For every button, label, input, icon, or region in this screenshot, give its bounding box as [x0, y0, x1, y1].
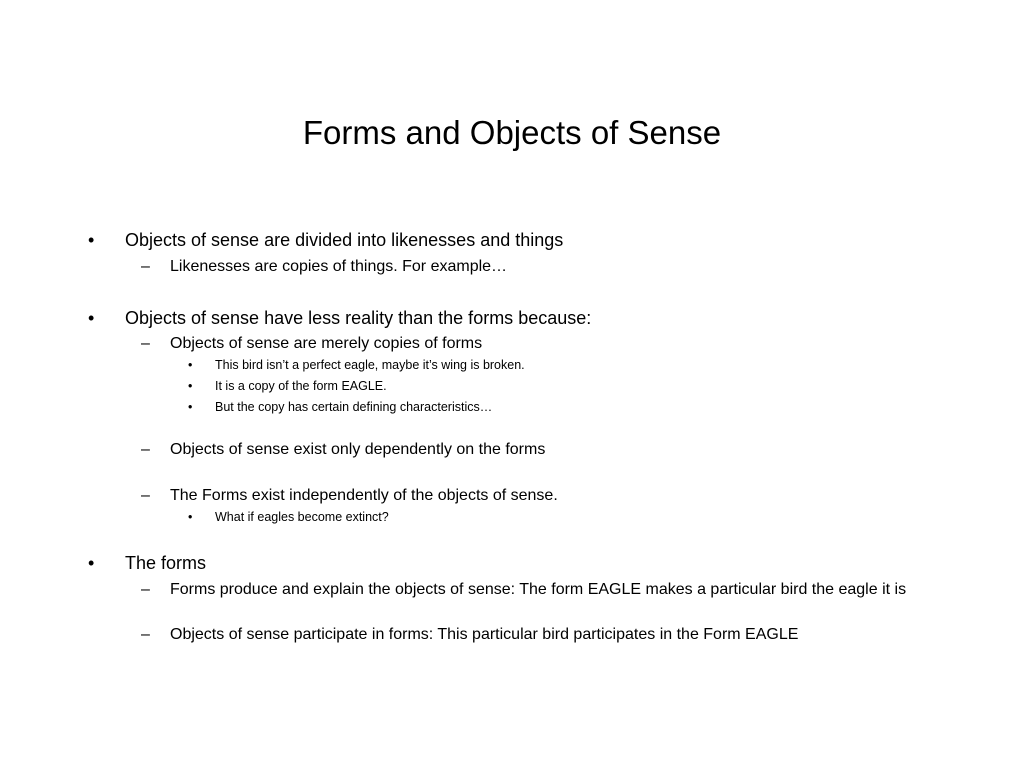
dash-marker: – [141, 581, 150, 598]
bullet-text: But the copy has certain defining characteristics… [215, 400, 493, 414]
bullet-marker: • [188, 400, 193, 414]
slide-title: Forms and Objects of Sense [302, 114, 722, 151]
bullet-text: Objects of sense participate in forms: This particular bird participates in the Form EAGLE [170, 626, 799, 643]
bullet-text: The forms [125, 553, 207, 573]
bullet-text: What if eagles become extinct? [215, 510, 389, 524]
dash-marker: – [141, 626, 150, 643]
bullet-text: Objects of sense have less reality than the forms because: [125, 308, 592, 328]
bullet-text: It is a copy of the form EAGLE. [215, 379, 387, 393]
bullet-marker: • [188, 358, 193, 372]
dash-marker: – [141, 258, 150, 275]
bullet-text: This bird isn’t a perfect eagle, maybe it’s wing is broken. [215, 358, 525, 372]
bullet-text: Forms produce and explain the objects of sense: The form EAGLE makes a particular bird the eagle it is [170, 581, 907, 598]
bullet-marker: • [188, 510, 193, 524]
bullet-marker: • [88, 308, 95, 328]
dash-marker: – [141, 441, 150, 458]
bullet-marker: • [88, 553, 95, 573]
bullet-marker: • [188, 379, 193, 393]
dash-marker: – [141, 335, 150, 352]
bullet-text: Likenesses are copies of things. For example… [170, 258, 508, 275]
bullet-text: Objects of sense are divided into likenesses and things [125, 230, 564, 250]
bullet-marker: • [88, 230, 95, 250]
bullet-text: Objects of sense are merely copies of forms [170, 335, 483, 352]
dash-marker: – [141, 487, 150, 504]
bullet-text: The Forms exist independently of the objects of sense. [170, 487, 558, 504]
bullet-text: Objects of sense exist only dependently on the forms [170, 441, 546, 458]
